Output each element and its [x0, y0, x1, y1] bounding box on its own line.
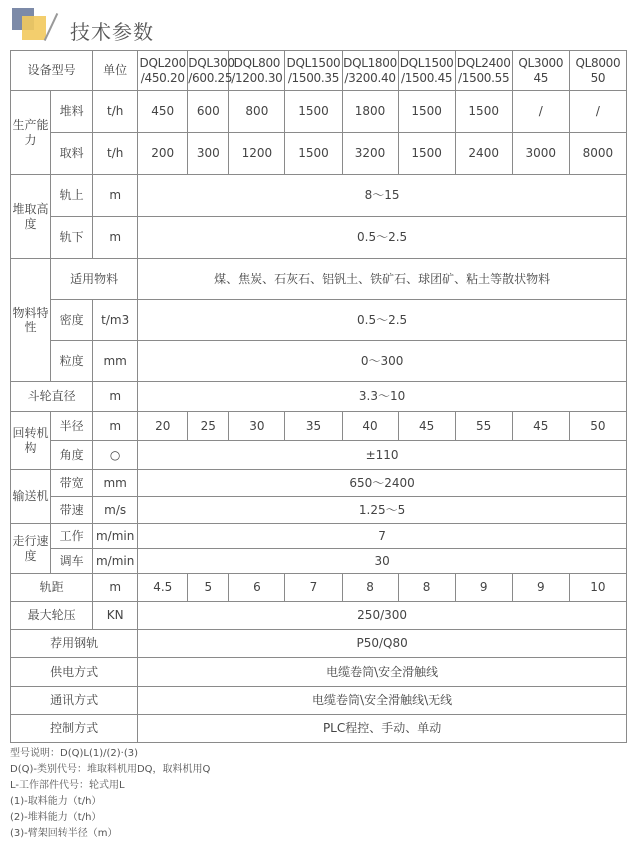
- model-cell: QL3000 45: [512, 51, 569, 91]
- unit-label: 单位: [93, 51, 138, 91]
- row-label: 调车: [51, 549, 93, 574]
- row-label: 工作: [51, 524, 93, 549]
- table-row: [11, 175, 627, 217]
- value-cell: 35: [285, 412, 342, 441]
- row-unit: KN: [93, 602, 138, 630]
- value-cell: 40: [342, 412, 398, 441]
- value-cell: PLC程控、手动、单动: [138, 715, 627, 743]
- table-header-row: [11, 51, 627, 91]
- note-line: D(Q)-类别代号：堆取料机用DQ，取料机用Q: [10, 764, 211, 775]
- value-cell: 1500: [285, 133, 342, 175]
- model-cell: DQL2400 /1500.55: [455, 51, 512, 91]
- table-row: [11, 715, 627, 743]
- row-unit: m/s: [93, 497, 138, 524]
- value-cell: 1800: [342, 91, 398, 133]
- row-unit: t/h: [93, 133, 138, 175]
- model-cell: DQL300 /600.25: [188, 51, 229, 91]
- row-label: 取料: [51, 133, 93, 175]
- value-cell: 1500: [285, 91, 342, 133]
- value-cell: 8: [398, 574, 455, 602]
- value-cell: 6: [229, 574, 285, 602]
- table-row: [11, 259, 627, 300]
- row-label: 角度: [51, 441, 93, 470]
- table-row: [11, 687, 627, 715]
- value-cell: 9: [512, 574, 569, 602]
- table-row: [11, 133, 627, 175]
- value-cell: 1500: [398, 133, 455, 175]
- value-cell: 5: [188, 574, 229, 602]
- value-cell: ±110: [138, 441, 627, 470]
- value-cell: 800: [229, 91, 285, 133]
- group-label: 走行速度: [11, 524, 51, 574]
- model-cell: QL8000 50: [569, 51, 626, 91]
- value-cell: 煤、焦炭、石灰石、铝钒土、铁矿石、球团矿、粘土等散状物料: [138, 259, 627, 300]
- value-cell: 250/300: [138, 602, 627, 630]
- model-cell: DQL800 /1200.30: [229, 51, 285, 91]
- table-row: [11, 341, 627, 382]
- note-line: (1)-取料能力（t/h）: [10, 796, 102, 807]
- value-cell: 0～300: [138, 341, 627, 382]
- value-cell: 30: [138, 549, 627, 574]
- value-cell: 4.5: [138, 574, 188, 602]
- table-row: [11, 412, 627, 441]
- table-row: [11, 382, 627, 412]
- table-row: [11, 300, 627, 341]
- row-unit: mm: [93, 470, 138, 497]
- row-label: 供电方式: [11, 658, 138, 687]
- model-cell: DQL1500 /1500.45: [398, 51, 455, 91]
- value-cell: 650～2400: [138, 470, 627, 497]
- value-cell: 45: [512, 412, 569, 441]
- row-label: 斗轮直径: [11, 382, 93, 412]
- value-cell: 450: [138, 91, 188, 133]
- row-label: 半径: [51, 412, 93, 441]
- row-label: 轨下: [51, 217, 93, 259]
- value-cell: 3200: [342, 133, 398, 175]
- value-cell: 30: [229, 412, 285, 441]
- table-row: [11, 91, 627, 133]
- value-cell: 300: [188, 133, 229, 175]
- table-row: [11, 574, 627, 602]
- value-cell: 2400: [455, 133, 512, 175]
- value-cell: 45: [398, 412, 455, 441]
- value-cell: 8～15: [138, 175, 627, 217]
- row-unit: m: [93, 382, 138, 412]
- row-label: 通讯方式: [11, 687, 138, 715]
- row-label: 粒度: [51, 341, 93, 382]
- value-cell: 7: [138, 524, 627, 549]
- row-label: 最大轮压: [11, 602, 93, 630]
- model-cell: DQL200 /450.20: [138, 51, 188, 91]
- note-line: L-工作部件代号：轮式用L: [10, 780, 125, 791]
- row-unit: m/min: [93, 549, 138, 574]
- value-cell: 3000: [512, 133, 569, 175]
- row-label: 轨距: [11, 574, 93, 602]
- model-cell: DQL1800 /3200.40: [342, 51, 398, 91]
- row-label: 轨上: [51, 175, 93, 217]
- row-label: 堆料: [51, 91, 93, 133]
- row-unit: m: [93, 175, 138, 217]
- group-label: 物料特性: [11, 259, 51, 382]
- section-header: [10, 8, 610, 48]
- row-unit: mm: [93, 341, 138, 382]
- row-unit: m: [93, 574, 138, 602]
- value-cell: /: [512, 91, 569, 133]
- value-cell: 0.5～2.5: [138, 300, 627, 341]
- table-row: [11, 602, 627, 630]
- value-cell: 55: [455, 412, 512, 441]
- row-unit: t/h: [93, 91, 138, 133]
- value-cell: 200: [138, 133, 188, 175]
- group-label: 回转机构: [11, 412, 51, 470]
- row-unit: m/min: [93, 524, 138, 549]
- value-cell: 0.5～2.5: [138, 217, 627, 259]
- value-cell: 8: [342, 574, 398, 602]
- row-unit: m: [93, 412, 138, 441]
- table-row: [11, 441, 627, 470]
- value-cell: 电缆卷筒\安全滑触线: [138, 658, 627, 687]
- value-cell: 1200: [229, 133, 285, 175]
- note-line: (2)-堆料能力（t/h）: [10, 812, 102, 823]
- value-cell: 20: [138, 412, 188, 441]
- value-cell: /: [569, 91, 626, 133]
- row-label: 带宽: [51, 470, 93, 497]
- value-cell: 8000: [569, 133, 626, 175]
- value-cell: 50: [569, 412, 626, 441]
- value-cell: 1500: [398, 91, 455, 133]
- value-cell: 9: [455, 574, 512, 602]
- row-unit: m: [93, 217, 138, 259]
- group-label: 生产能力: [11, 91, 51, 175]
- row-label: 荐用钢轨: [11, 630, 138, 658]
- table-row: [11, 470, 627, 497]
- group-label: 输送机: [11, 470, 51, 524]
- group-label: 堆取高度: [11, 175, 51, 259]
- value-cell: 1.25～5: [138, 497, 627, 524]
- table-row: [11, 658, 627, 687]
- note-line: (3)-臂架回转半径（m）: [10, 828, 118, 839]
- row-unit: ○: [93, 441, 138, 470]
- value-cell: 7: [285, 574, 342, 602]
- row-label: 密度: [51, 300, 93, 341]
- value-cell: 3.3～10: [138, 382, 627, 412]
- table-row: [11, 497, 627, 524]
- value-cell: P50/Q80: [138, 630, 627, 658]
- spec-table: [10, 50, 627, 743]
- model-label: 设备型号: [11, 51, 93, 91]
- value-cell: 600: [188, 91, 229, 133]
- row-label: 适用物料: [51, 259, 138, 300]
- note-line: 型号说明：D(Q)L(1)/(2)·(3): [10, 748, 138, 759]
- row-label: 控制方式: [11, 715, 138, 743]
- table-row: [11, 630, 627, 658]
- value-cell: 10: [569, 574, 626, 602]
- page-title: 技术参数: [70, 20, 154, 44]
- table-row: [11, 524, 627, 549]
- value-cell: 电缆卷筒\安全滑触线\无线: [138, 687, 627, 715]
- row-unit: t/m3: [93, 300, 138, 341]
- value-cell: 25: [188, 412, 229, 441]
- table-row: [11, 549, 627, 574]
- model-cell: DQL1500 /1500.35: [285, 51, 342, 91]
- table-row: [11, 217, 627, 259]
- logo-square-accent-icon: [22, 16, 46, 40]
- value-cell: 1500: [455, 91, 512, 133]
- row-label: 带速: [51, 497, 93, 524]
- model-notes: [10, 746, 210, 842]
